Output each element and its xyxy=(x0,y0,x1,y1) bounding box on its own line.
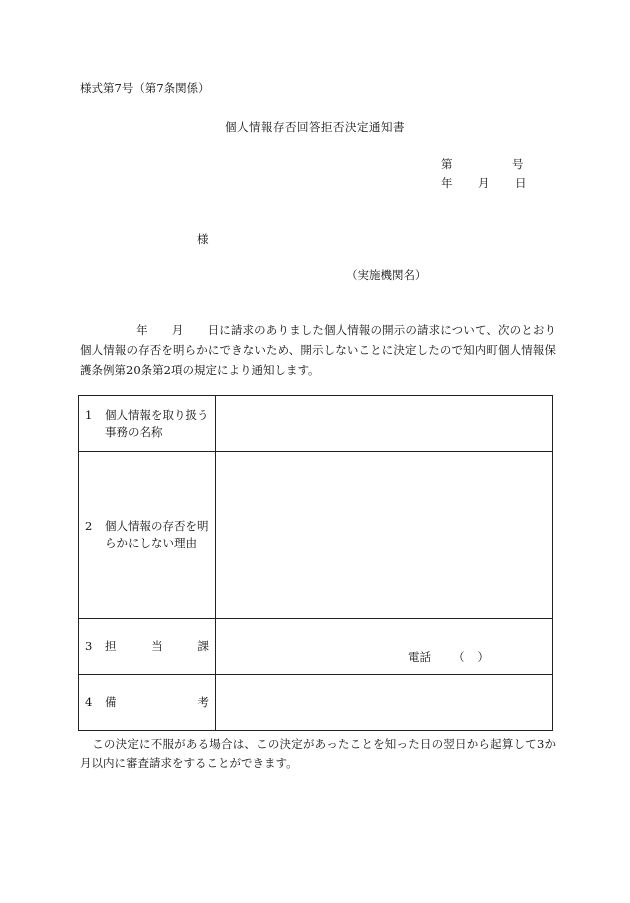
body-month: 月 xyxy=(171,323,184,337)
issue-date xyxy=(441,175,527,191)
date-year: 年 xyxy=(441,176,453,190)
table-row-reason xyxy=(79,452,553,619)
row-label-char: 考 xyxy=(197,695,209,709)
recipient-suffix: 様 xyxy=(197,232,209,246)
body-year: 年 xyxy=(136,323,148,337)
reason-value[interactable] xyxy=(216,452,553,619)
table-row-remarks xyxy=(79,675,553,731)
row-number: 1 xyxy=(85,407,93,422)
row-label-char: 課 xyxy=(197,639,209,653)
body-text: 日に請求のありました個人情報の開示の請求について、次のとおり個人情報の存否を明らかにできないため、開示しないことに決定したので知内町個人情報保護条例第20条第2項の規定により通知します。 xyxy=(80,323,556,377)
appeal-notice xyxy=(80,735,556,773)
remarks-value[interactable] xyxy=(216,675,553,731)
table-row-office xyxy=(79,396,553,452)
body-paragraph xyxy=(80,320,556,380)
office-name-value[interactable] xyxy=(216,396,553,452)
department-value[interactable] xyxy=(216,619,553,675)
row-number: 3 xyxy=(85,639,93,653)
row-label-office-name: 個人情報を取り扱う事務の名称 xyxy=(105,407,209,439)
phone-field xyxy=(408,649,489,665)
row-label-char: 当 xyxy=(151,639,163,653)
date-month: 月 xyxy=(478,176,490,190)
phone-close-paren: ） xyxy=(477,650,489,664)
phone-label: 電話 xyxy=(408,650,431,664)
date-day: 日 xyxy=(515,176,527,190)
row-label-reason: 個人情報の存否を明らかにしない理由 xyxy=(105,519,209,550)
notice-text: この決定に不服がある場合は、この決定があったことを知った日の翌日から起算して3か月以内に審査請求をすることができます。 xyxy=(80,737,556,770)
form-number: 様式第7号（第7条関係） xyxy=(80,81,210,95)
row-number: 4 xyxy=(85,695,93,709)
agency-name-label: （実施機関名） xyxy=(346,268,427,282)
reference-number xyxy=(441,156,524,172)
document-title: 個人情報存否回答拒否決定通知書 xyxy=(225,120,405,134)
row-label-char: 担 xyxy=(105,639,117,653)
reference-go: 号 xyxy=(512,157,524,171)
row-number: 2 xyxy=(85,519,93,533)
phone-open-paren: （ xyxy=(453,650,465,664)
row-label-char: 備 xyxy=(105,695,117,709)
reference-dai: 第 xyxy=(441,157,453,171)
table-row-department xyxy=(79,619,553,675)
info-table xyxy=(78,395,553,731)
